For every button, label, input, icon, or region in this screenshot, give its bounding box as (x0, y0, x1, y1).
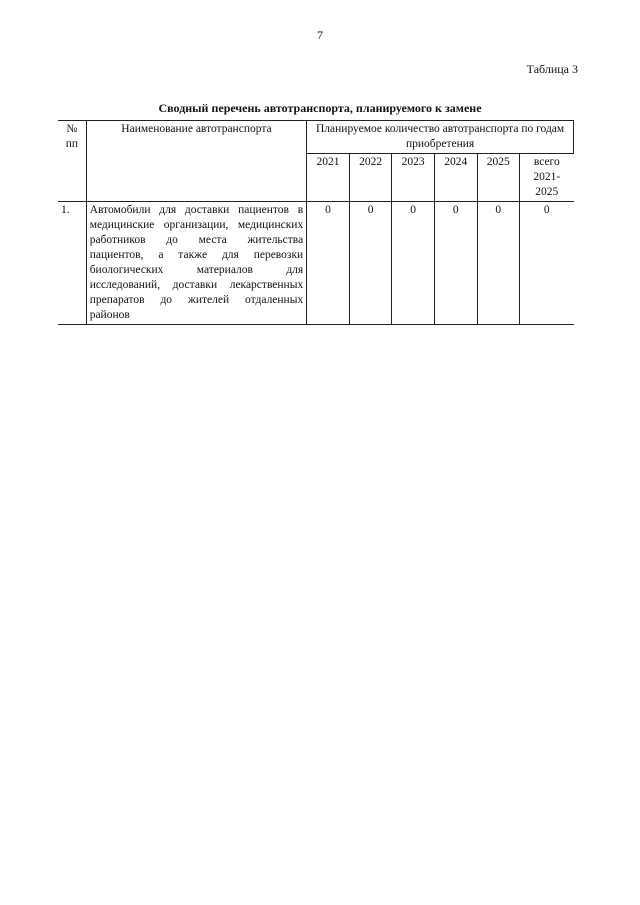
document-title: Сводный перечень автотранспорта, планируемого к замене (158, 101, 482, 115)
row-value-2025: 0 (477, 202, 520, 325)
header-total: всего 2021-2025 (520, 154, 574, 202)
row-number: 1. (58, 202, 86, 325)
header-planned-quantity: Планируемое количество автотранспорта по годам приобретения (307, 121, 574, 154)
row-value-2021: 0 (307, 202, 350, 325)
header-year-2023: 2023 (392, 154, 435, 202)
table-header-row (58, 121, 574, 154)
header-year-2022: 2022 (349, 154, 392, 202)
header-year-2021: 2021 (307, 154, 350, 202)
row-value-2023: 0 (392, 202, 435, 325)
table-row (58, 202, 574, 325)
table-caption: Таблица 3 (526, 62, 578, 76)
row-value-2024: 0 (434, 202, 477, 325)
header-year-2025: 2025 (477, 154, 520, 202)
header-vehicle-name: Наименование автотранспорта (86, 121, 307, 202)
header-year-2024: 2024 (434, 154, 477, 202)
header-number: № пп (58, 121, 86, 202)
row-value-2022: 0 (349, 202, 392, 325)
page-number: 7 (317, 28, 323, 42)
vehicle-replacement-table (58, 120, 574, 325)
row-value-total: 0 (520, 202, 574, 325)
row-vehicle-name: Автомобили для доставки пациентов в медицинские организации, медицинских работников до места жительства пациентов, а также для перевозки биологических материалов для исследований, доставки лекарственных препаратов до жителей отдаленных районов (86, 202, 307, 325)
